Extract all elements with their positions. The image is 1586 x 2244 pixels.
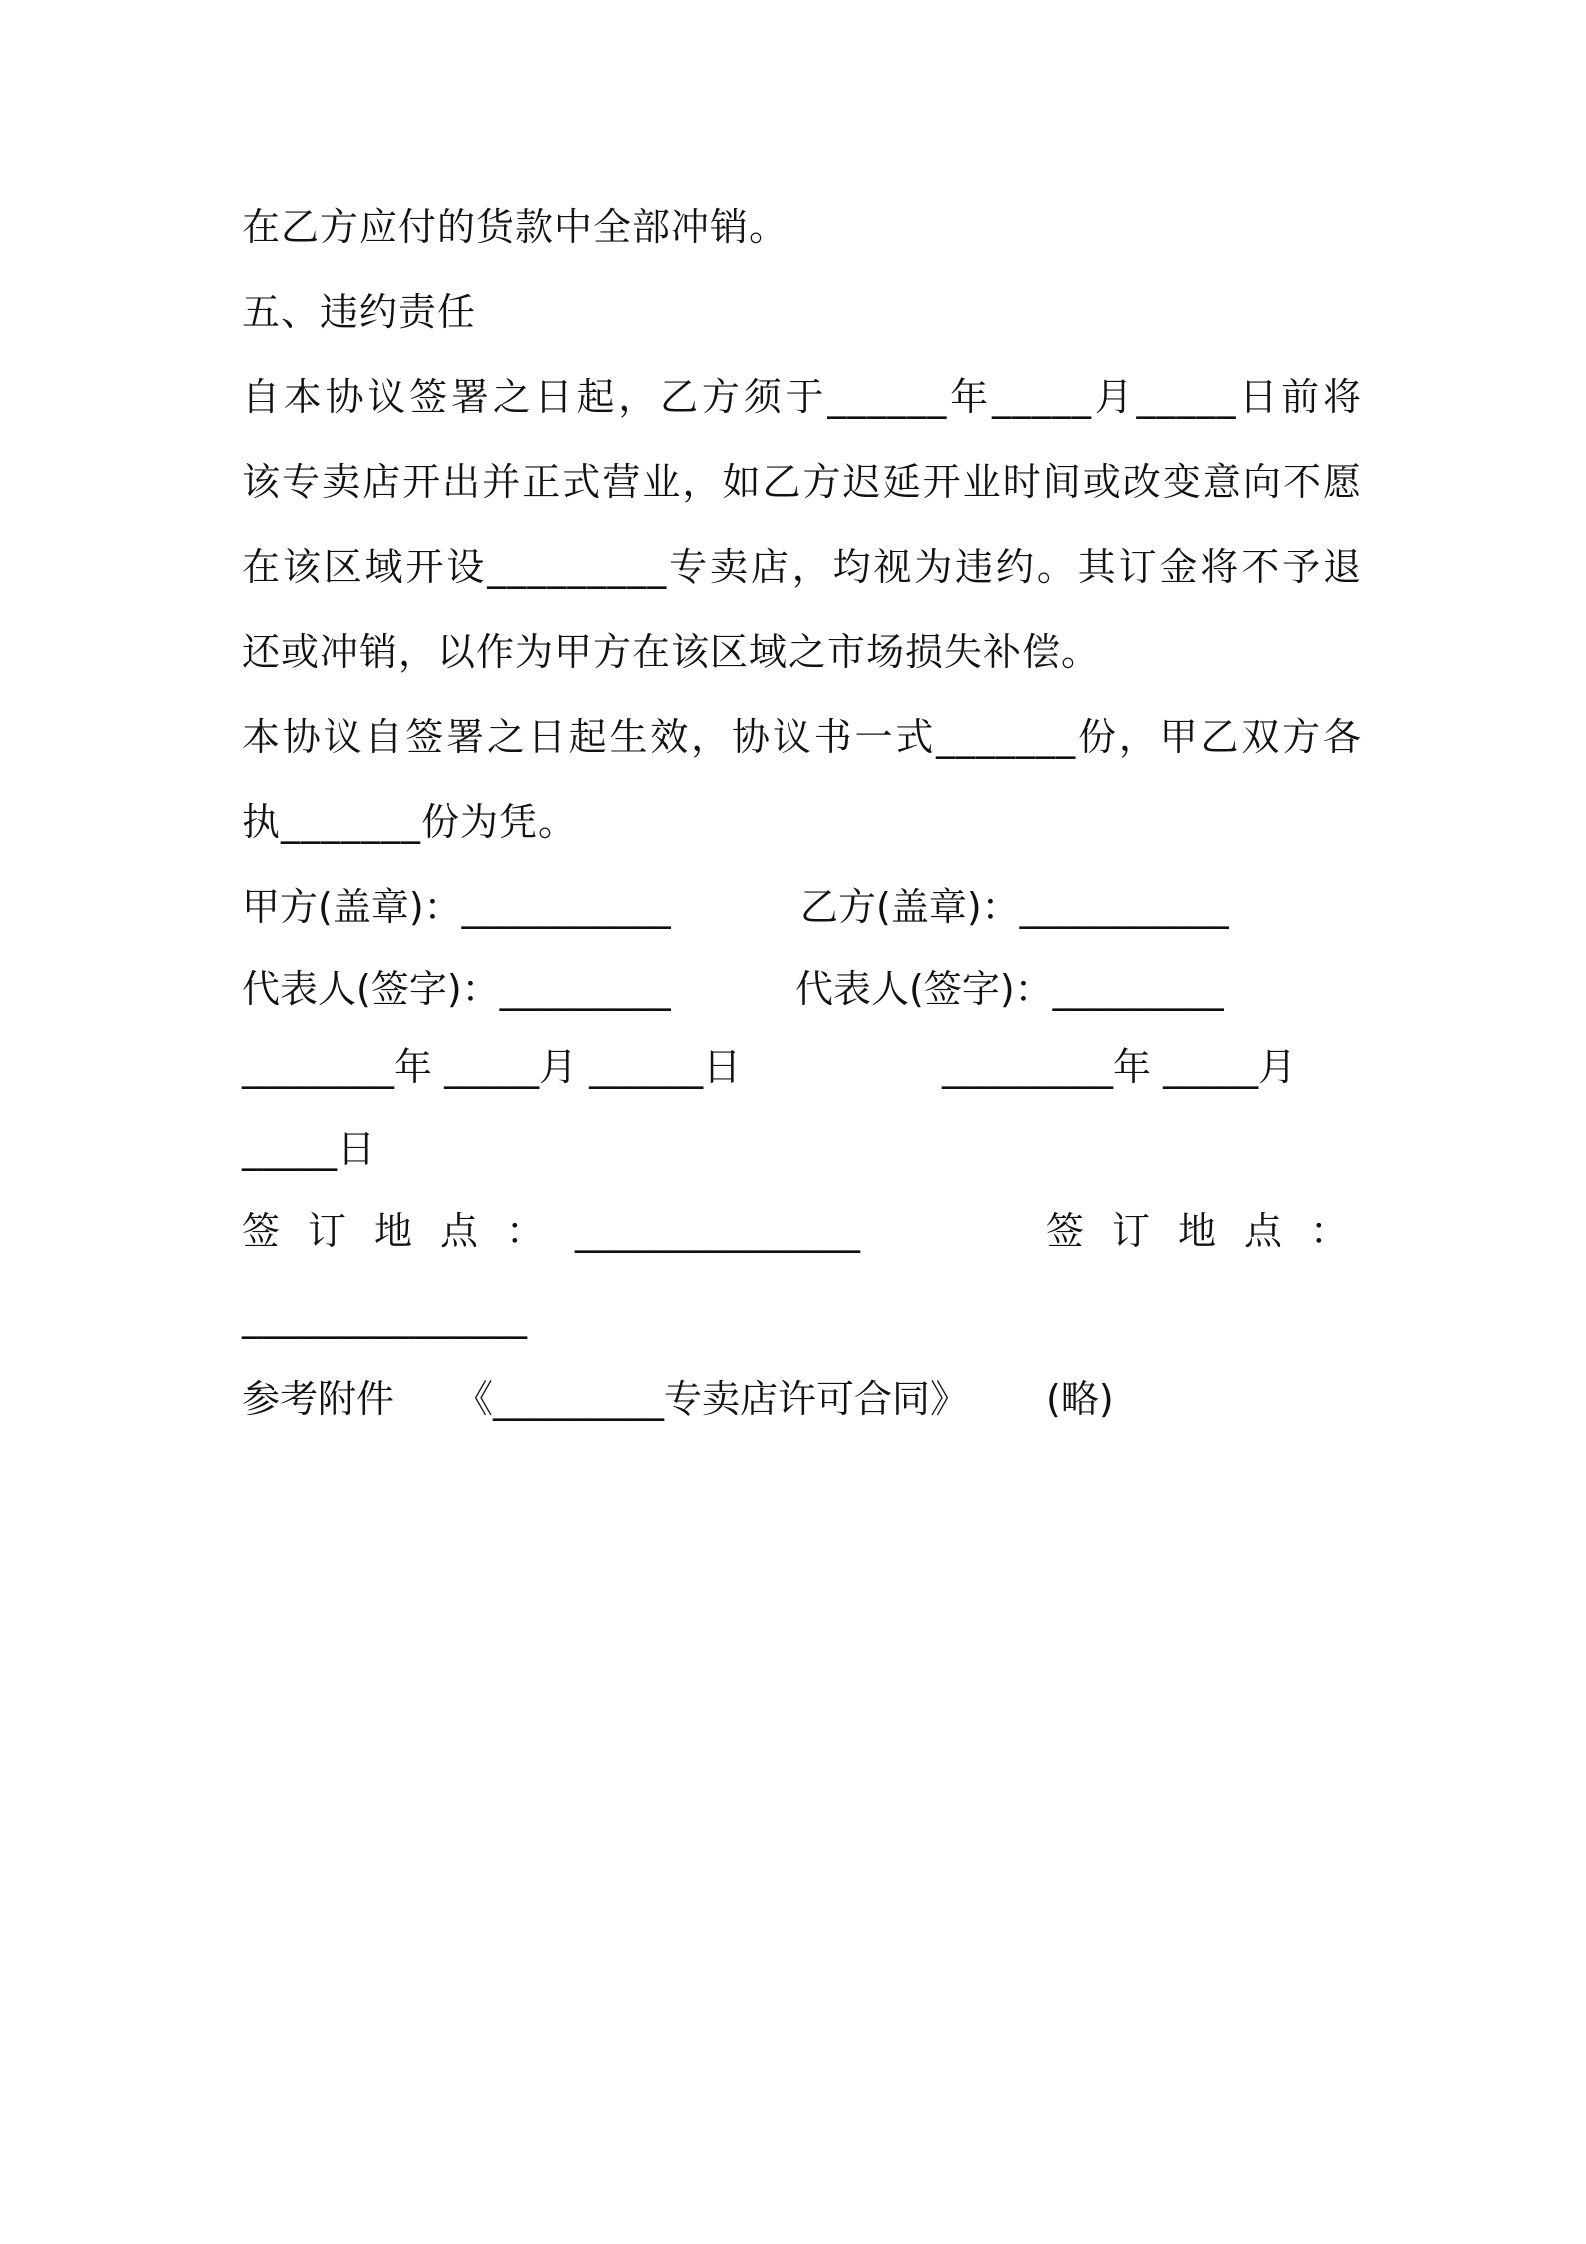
paragraph-line-1: 在乙方应付的货款中全部冲销。 xyxy=(242,205,789,249)
paragraph-line-4: 在该区域开设_________专卖店，均视为违约。其订金将不予退 xyxy=(242,545,1362,589)
signing-place-left-blank: _______________ xyxy=(575,1209,860,1253)
signing-place-right-blank: _______________ xyxy=(242,1295,527,1339)
paragraph-line-2: 自本协议签署之日起，乙方须于______年_____月_____日前将 xyxy=(242,375,1362,419)
party-b-seal: 乙方(盖章)：___________ xyxy=(800,885,1229,929)
attachment-title: 《_________专卖店许可合同》 xyxy=(455,1377,969,1421)
signing-place-left-label: 签订地点： xyxy=(242,1209,573,1253)
party-a-representative: 代表人(签字)：_________ xyxy=(242,967,671,1011)
signing-place-right-label: 签订地点： xyxy=(1046,1209,1377,1253)
paragraph-line-6: 本协议自签署之日起生效，协议书一式_______份，甲乙双方各 xyxy=(242,715,1362,759)
paragraph-line-3: 该专卖店开出并正式营业，如乙方迟延开业时间或改变意向不愿 xyxy=(242,460,1362,504)
party-a-seal: 甲方(盖章)：___________ xyxy=(242,885,671,929)
date-right-continued: _____日 xyxy=(242,1127,376,1171)
date-right: _________年 _____月 xyxy=(942,1045,1297,1089)
date-left: ________年 _____月 ______日 xyxy=(242,1045,742,1089)
attachment-note: (略) xyxy=(1046,1377,1114,1421)
party-b-representative: 代表人(签字)：_________ xyxy=(795,967,1224,1011)
paragraph-line-5: 还或冲销，以作为甲方在该区域之市场损失补偿。 xyxy=(242,630,1101,674)
attachment-label: 参考附件 xyxy=(242,1377,395,1421)
section-heading: 五、违约责任 xyxy=(242,290,477,334)
paragraph-line-7: 执_______份为凭。 xyxy=(242,800,578,844)
